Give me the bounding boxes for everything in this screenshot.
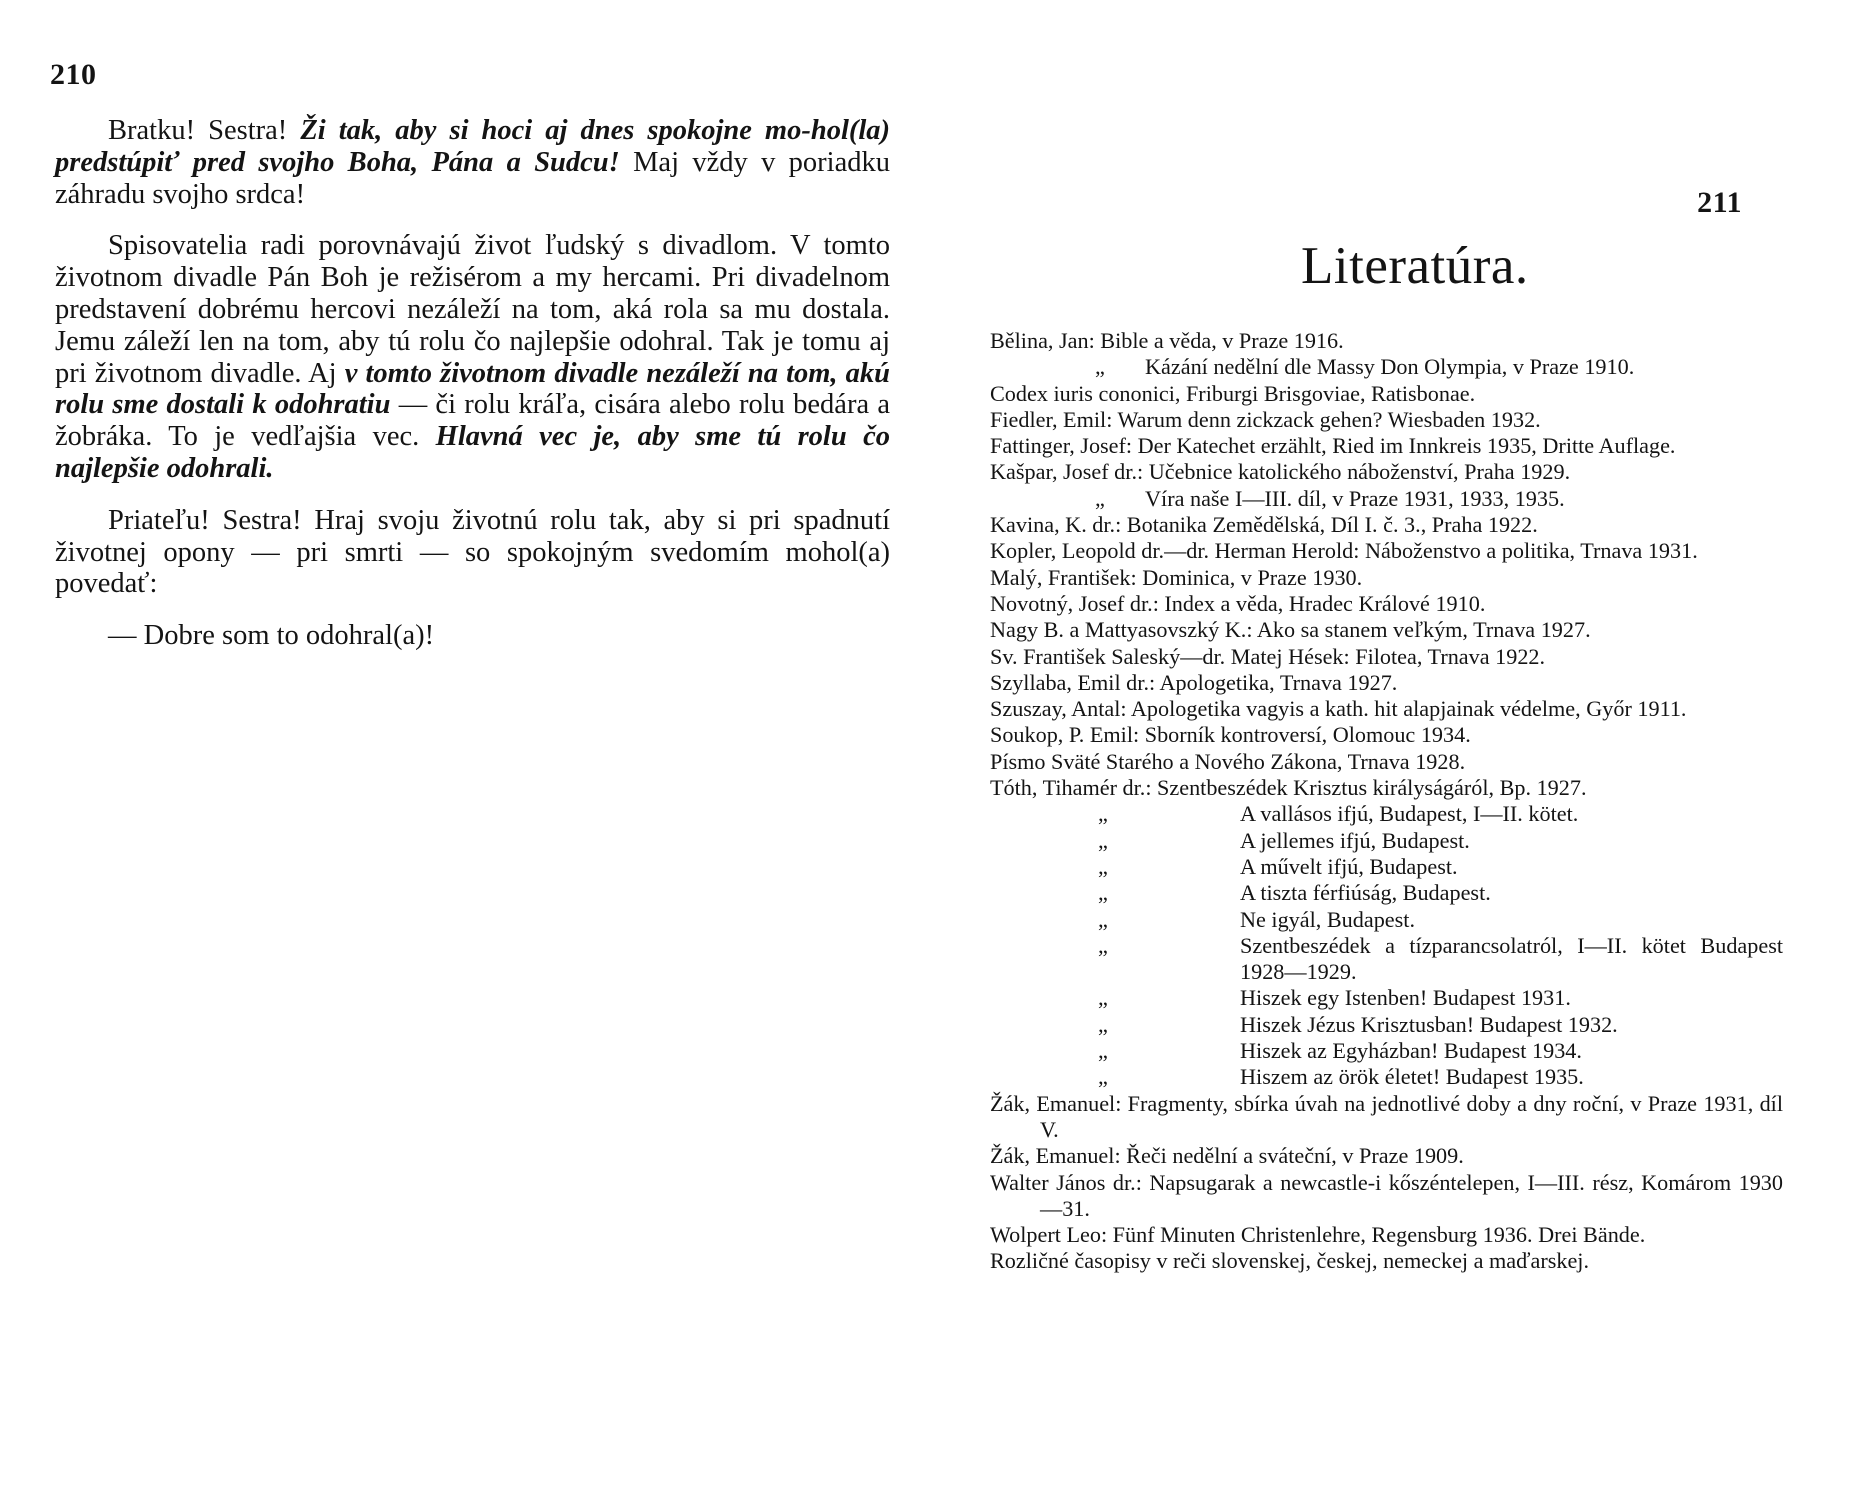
bib-entry-text: A tiszta férfiúság, Budapest. xyxy=(1240,880,1491,906)
bibliography-list xyxy=(990,328,1783,1275)
bib-entry: Sv. František Saleský—dr. Matej Hések: Filotea, Trnava 1922. xyxy=(990,643,1546,669)
text-span: — či rolu kráľa, cisára alebo rolu bedára a žobráka. To je vedľajšia vec. xyxy=(55,389,890,453)
bib-entry-text: Hiszek egy Istenben! Budapest 1931. xyxy=(1240,985,1571,1011)
bib-entry: Bělina, Jan: Bible a věda, v Praze 1916. xyxy=(990,328,1344,353)
text-span: Spisovatelia radi porovnávajú život ľudský s divadlom. V tomto životnom divadle Pán Boh je režisérom a my hercami. Pri divadelnom predstavení dobrému hercovi nezáleží na tom, aká rola sa mu dostala. Jemu záleží len na tom, aby tú rolu čo najlepšie odohral. Tak je tomu aj pri životnom divadle. Aj xyxy=(55,230,890,389)
emphasis-span: v tomto životnom divadle nezáleží na tom, akú rolu sme dostali k odohratiu xyxy=(55,357,890,421)
bib-entry-text: Hiszem az örök életet! Budapest 1935. xyxy=(1240,1064,1584,1090)
paragraph-4 xyxy=(55,620,890,652)
bib-entry: Fattinger, Josef: Der Katechet erzählt, Ried im Innkreis 1935, Dritte Auflage. xyxy=(990,433,1676,459)
bib-entry: Codex iuris cononici, Friburgi Brisgoviae, Ratisbonae. xyxy=(990,380,1476,406)
ditto-mark: „ xyxy=(1098,853,1108,879)
bib-entry xyxy=(990,985,1783,1011)
bib-entry xyxy=(990,828,1783,854)
text-span: Priateľu! Sestra! Hraj svoju životnú rolu tak, aby si pri spadnutí životnej opony — pri smrti — so spokojným svedomím mohol(a) povedať: xyxy=(55,504,890,600)
bib-entry-text: Ne igyál, Budapest. xyxy=(1240,906,1415,932)
bib-entry-text: Hiszek az Egyházban! Budapest 1934. xyxy=(1240,1038,1582,1064)
bib-entry: Soukop, P. Emil: Sborník kontroversí, Olomouc 1934. xyxy=(990,722,1471,748)
ditto-mark: „ xyxy=(1098,1064,1108,1090)
ditto-mark: „ xyxy=(1098,932,1108,958)
emphasis-span: Ži tak, aby si hoci aj dnes spokojne mo-hol(la) predstúpiť pred svojho Boha, Pána a Sudcu! xyxy=(55,115,891,178)
bib-entry-text: A jellemes ifjú, Budapest. xyxy=(1240,827,1470,853)
ditto-mark: „ xyxy=(1095,354,1105,380)
bib-entry-text: Szentbeszédek a tízparancsolatról, I—II. kötet Budapest 1928—1929. xyxy=(1240,932,1783,985)
bib-entry: Fiedler, Emil: Warum denn zickzack gehen? Wiesbaden 1932. xyxy=(990,406,1541,432)
ditto-mark: „ xyxy=(1098,906,1108,932)
bib-entry: Walter János dr.: Napsugarak a newcastle-i kőszéntelepen, I—III. rész, Komárom 1930—31. xyxy=(990,1169,1783,1221)
bib-entry: Písmo Sväté Starého a Nového Zákona, Trnava 1928. xyxy=(990,748,1466,774)
right-page xyxy=(931,0,1862,1500)
paragraph-1 xyxy=(55,115,890,210)
bib-entry xyxy=(990,801,1783,827)
paragraph-3 xyxy=(55,505,890,600)
bib-entry: Žák, Emanuel: Fragmenty, sbírka úvah na jednotlivé doby a dny roční, v Praze 1931, díl V. xyxy=(990,1090,1783,1142)
bib-entry: Kavina, K. dr.: Botanika Zemědělská, Díl I. č. 3., Praha 1922. xyxy=(990,512,1538,538)
bib-entry: Wolpert Leo: Fünf Minuten Christenlehre, Regensburg 1936. Drei Bände. xyxy=(990,1222,1646,1248)
bib-entry-text: Víra naše I—III. díl, v Praze 1931, 1933, 1935. xyxy=(1145,485,1565,511)
bib-entry: Tóth, Tihamér dr.: Szentbeszédek Krisztus királyságáról, Bp. 1927. xyxy=(990,775,1587,801)
ditto-mark: „ xyxy=(1098,880,1108,906)
bib-entry: Nagy B. a Mattyasovszký K.: Ako sa stanem veľkým, Trnava 1927. xyxy=(990,617,1591,643)
bib-entry xyxy=(990,354,1783,380)
bib-entry-text: Kázání nedělní dle Massy Don Olympia, v Praze 1910. xyxy=(1145,354,1635,380)
bib-entry: Szuszay, Antal: Apologetika vagyis a kath. hit alapjainak védelme, Győr 1911. xyxy=(990,696,1687,722)
page-number-left: 210 xyxy=(50,58,97,91)
bib-entry: Novotný, Josef dr.: Index a věda, Hradec Králové 1910. xyxy=(990,590,1486,616)
bib-entry xyxy=(990,907,1783,933)
ditto-mark: „ xyxy=(1098,985,1108,1011)
bib-entry xyxy=(990,1038,1783,1064)
ditto-mark: „ xyxy=(1098,1011,1108,1037)
bib-entry xyxy=(990,486,1783,512)
body-text xyxy=(55,115,890,672)
bib-entry: Kopler, Leopold dr.—dr. Herman Herold: Náboženstvo a politika, Trnava 1931. xyxy=(990,538,1698,564)
emphasis-span: Hlavná vec je, aby sme tú rolu čo najlepšie odohrali. xyxy=(55,421,890,484)
page-number-right: 211 xyxy=(1697,186,1742,219)
bib-entry xyxy=(990,1012,1783,1038)
section-title: Literatúra. xyxy=(1301,237,1529,295)
text-span: Maj vždy v poriadku záhradu svojho srdca! xyxy=(55,146,890,210)
bib-entry: Kašpar, Josef dr.: Učebnice katolického náboženství, Praha 1929. xyxy=(990,459,1571,485)
text-span: Bratku! Sestra! xyxy=(108,115,301,146)
bib-entry: Malý, František: Dominica, v Praze 1930. xyxy=(990,564,1363,590)
bib-entry-text: Hiszek Jézus Krisztusban! Budapest 1932. xyxy=(1240,1011,1618,1037)
paragraph-2 xyxy=(55,230,890,484)
ditto-mark: „ xyxy=(1098,827,1108,853)
ditto-mark: „ xyxy=(1098,801,1108,827)
ditto-mark: „ xyxy=(1095,485,1105,511)
bib-entry: Rozličné časopisy v reči slovenskej, českej, nemeckej a maďarskej. xyxy=(990,1248,1590,1274)
bib-entry xyxy=(990,933,1783,986)
bib-entry-text: A vallásos ifjú, Budapest, I—II. kötet. xyxy=(1240,801,1579,827)
bib-entry xyxy=(990,1064,1783,1090)
bib-entry xyxy=(990,854,1783,880)
text-span: — Dobre som to odohral(a)! xyxy=(108,620,435,652)
bib-entry-text: A művelt ifjú, Budapest. xyxy=(1240,853,1458,879)
bib-entry: Szyllaba, Emil dr.: Apologetika, Trnava 1927. xyxy=(990,669,1398,695)
bib-entry xyxy=(990,880,1783,906)
bib-entry: Žák, Emanuel: Řeči nedělní a sváteční, v Praze 1909. xyxy=(990,1143,1464,1169)
ditto-mark: „ xyxy=(1098,1038,1108,1064)
